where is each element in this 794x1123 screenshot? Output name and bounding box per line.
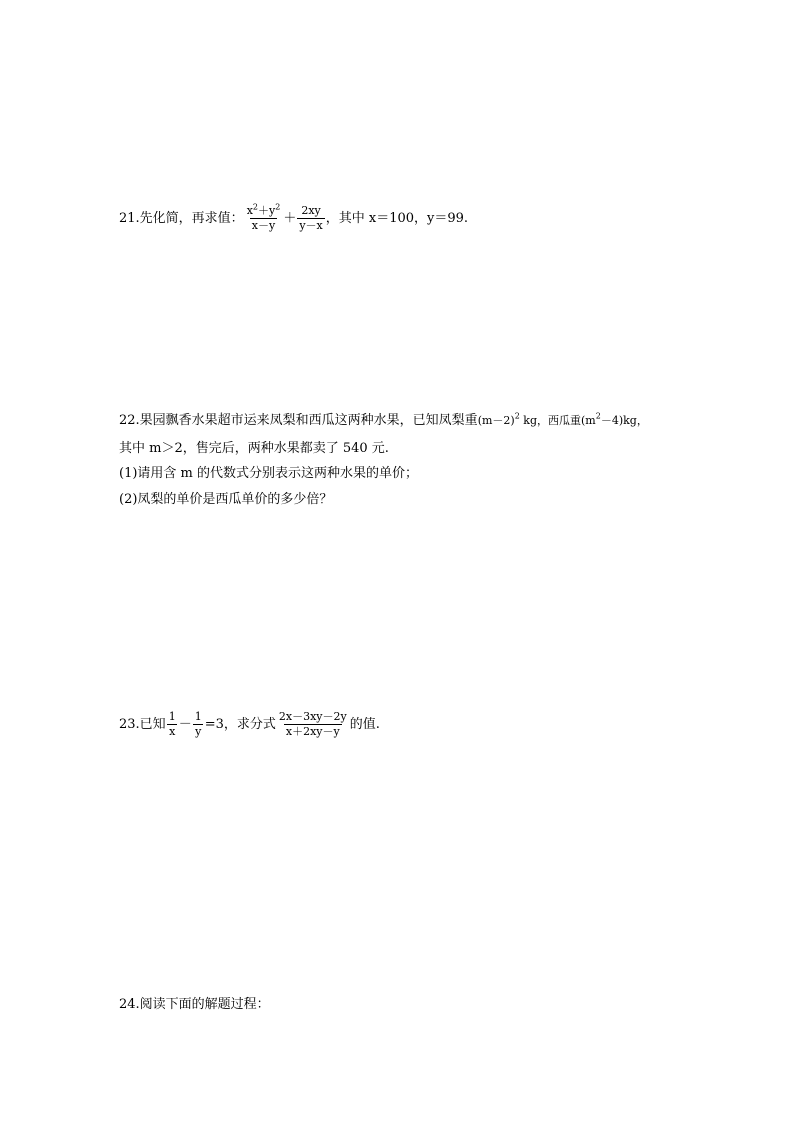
question-23: 23.已知 $\frac{1}{x}$ － $\frac{1}{y}$ =3，求分式 $\frac{2x-3xy-2y}{x+2xy-y}$ 的值. [119,710,380,738]
q21-condition: ，其中 x＝100，y＝99. [325,211,469,226]
q23-fraction-1: $\frac{1}{x}$ [168,710,176,738]
q21-fraction-2: $\frac{2xy}{y-x}$ [299,204,323,232]
question-22-part-1: (1)请用含 m 的代数式分别表示这两种水果的单价； [119,466,419,481]
q23-fraction-2: $\frac{1}{y}$ [194,710,202,738]
question-22-line-2: 其中 m＞2，售完后，两种水果都卖了 540 元. [119,441,389,456]
q21-plus: ＋ [283,211,297,226]
q23-tail: 的值. [349,717,380,732]
question-22-line-1: 22.果园飘香水果超市运来凤梨和西瓜这两种水果，已知凤梨重$(m-2)^2$ kg，西瓜重$(m^2-4)kg$， [119,411,648,428]
q21-label: 21.先化简，再求值： [119,211,244,226]
q23-label: 23.已知 [119,717,166,732]
question-21 [119,204,468,233]
q23-fraction-3: $\frac{2x-3xy-2y}{x+2xy-y}$ [278,710,347,738]
question-24: 24.阅读下面的解题过程： [119,997,270,1012]
q23-text: =3，求分式 [204,717,276,732]
question-22-part-2: (2)凤梨的单价是西瓜单价的多少倍？ [119,492,333,507]
q21-fraction-1: $\frac{x^2+y^2}{x-y}$ [246,202,281,232]
